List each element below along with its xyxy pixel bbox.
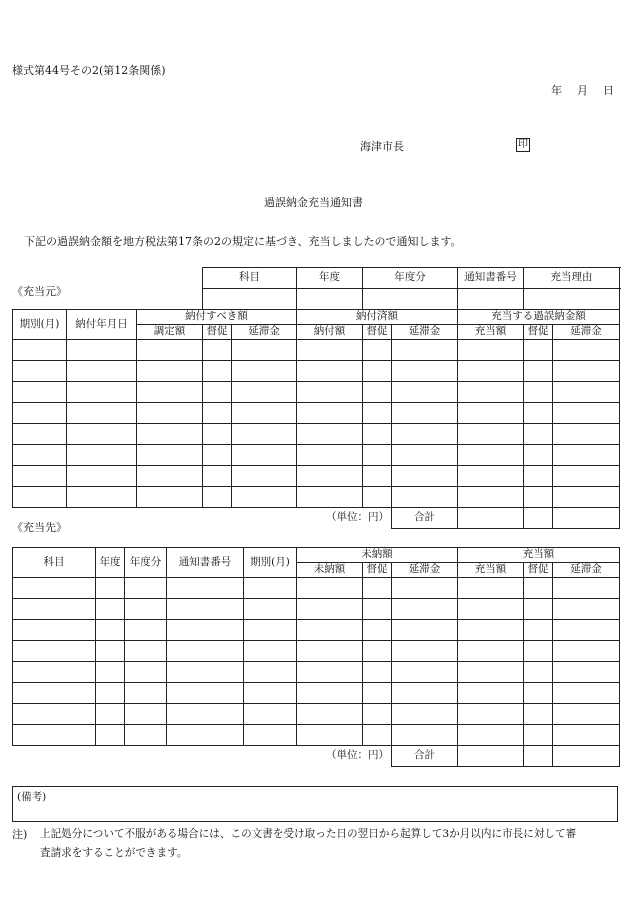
dest-unit-label: （単位：円） [326,749,389,762]
dest-total-late-fee[interactable] [553,746,620,767]
late-fee-header: 延滞金 [553,563,620,578]
dest-total-value[interactable] [458,746,524,767]
summary-subject-header: 科目 [203,268,297,289]
source-total-late-fee[interactable] [553,508,620,529]
destination-total-row [13,746,620,767]
seal-char: 印 [518,139,528,150]
mayor-label: 海津市長 [360,140,404,153]
dunning-header: 督促 [524,325,553,340]
table-row [13,382,620,403]
destination-header-row [13,548,620,563]
source-total-dunning[interactable] [524,508,553,529]
form-number: 様式第44号その2(第12条関係) [12,64,166,77]
late-fee-header: 延滞金 [553,325,620,340]
intro-text: 下記の過誤納金額を地方税法第17条の2の規定に基づき、充当しましたので通知します。 [24,235,462,248]
remarks-label: (備考) [17,791,47,803]
dest-total-label: 合計 [392,746,458,767]
source-total-label: 合計 [392,508,458,529]
table-row [13,641,620,662]
destination-section-label: 《充当先》 [12,521,67,534]
note-line-1: 上記処分について不服がある場合には、この文書を受け取った日の翌日から起算して3か月以内に市長に対して審 [40,828,577,840]
summary-header-row [13,268,620,289]
source-total-value[interactable] [458,508,524,529]
table-row [13,662,620,683]
dunning-header: 督促 [203,325,232,340]
summary-cell[interactable] [297,289,363,310]
source-section-label: 《充当元》 [12,285,67,298]
period-header: 期別(月) [13,310,67,340]
document-title: 過誤納金充当通知書 [264,196,363,209]
paid-amount-group-header: 納付済額 [297,310,458,325]
applied-header: 充当額 [458,563,524,578]
dest-period-header: 期別(月) [244,548,297,578]
summary-year-portion-header: 年度分 [363,268,458,289]
unpaid-group-header: 未納額 [297,548,458,563]
table-row [13,403,620,424]
summary-notice-no-header: 通知書番号 [458,268,524,289]
dest-notice-no-header: 通知書番号 [167,548,244,578]
summary-value-row [13,289,620,310]
date-label: 年 月 日 [551,84,616,97]
table-row [13,466,620,487]
late-fee-header: 延滞金 [392,563,458,578]
dest-year-header: 年度 [96,548,125,578]
dunning-header: 督促 [524,563,553,578]
table-row [13,578,620,599]
assessed-header: 調定額 [137,325,203,340]
dest-applied-group-header: 充当額 [458,548,620,563]
table-row [13,599,620,620]
dunning-header: 督促 [363,563,392,578]
table-row [13,445,620,466]
destination-table [12,547,620,767]
summary-cell[interactable] [363,289,458,310]
table-row [13,424,620,445]
summary-cell[interactable] [524,289,620,310]
applied-header: 充当額 [458,325,524,340]
source-header-row [13,310,620,325]
note-prefix: 注) [12,828,28,841]
dunning-header: 督促 [363,325,392,340]
dest-total-dunning[interactable] [524,746,553,767]
table-row [13,487,620,508]
payment-date-header: 納付年月日 [67,310,137,340]
due-amount-group-header: 納付すべき額 [137,310,297,325]
applied-amount-group-header: 充当する過誤納金額 [458,310,620,325]
table-row [13,361,620,382]
source-unit-label: （単位：円） [326,511,390,524]
table-row [13,340,620,361]
table-row [13,620,620,641]
summary-reason-header: 充当理由 [524,268,620,289]
dest-subject-header: 科目 [13,548,96,578]
remarks-box[interactable] [12,786,618,822]
table-row [13,725,620,746]
late-fee-header: 延滞金 [232,325,297,340]
source-table [12,267,620,529]
source-total-row [13,508,620,529]
table-row [13,683,620,704]
unpaid-header: 未納額 [297,563,363,578]
note-line-2: 査請求をすることができます。 [40,847,188,859]
seal-mark [516,137,530,152]
summary-cell[interactable] [203,289,297,310]
summary-cell[interactable] [458,289,524,310]
dest-year-portion-header: 年度分 [125,548,167,578]
paid-header: 納付額 [297,325,363,340]
late-fee-header: 延滞金 [392,325,458,340]
table-row [13,704,620,725]
summary-year-header: 年度 [297,268,363,289]
